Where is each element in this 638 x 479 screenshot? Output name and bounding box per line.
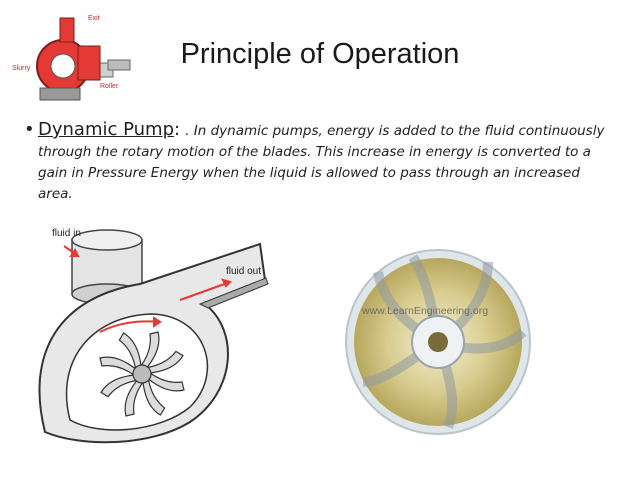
- volute-diagram: [30, 222, 290, 452]
- logo-label-roller: Roller: [100, 83, 119, 90]
- impeller-shaft-hole: [428, 332, 448, 352]
- logo-label-slurry: Slurry: [12, 65, 31, 72]
- bullet-item: [24, 119, 613, 204]
- bullet-dot: •: [24, 119, 35, 140]
- impeller-render: [338, 232, 538, 447]
- bullet-term: Dynamic Pump: [38, 119, 175, 140]
- bullet-separator: :: [174, 119, 181, 140]
- label-fluid-out: fluid out: [226, 266, 262, 277]
- watermark-text: www.LearnEngineering.org: [362, 305, 489, 317]
- label-fluid-in: fluid in: [52, 228, 81, 239]
- slide-title: Principle of Operation: [180, 38, 460, 70]
- logo-label-exit: Exit: [88, 15, 100, 22]
- bullet-text: . In dynamic pumps, energy is added to the fluid continuously through the rotary motion of the blades. This increase in energy is converted to a gain in Pressure Energy when the liquid is allowed to pass through an increased area.: [38, 123, 605, 202]
- pump-logo-icon: [8, 8, 138, 118]
